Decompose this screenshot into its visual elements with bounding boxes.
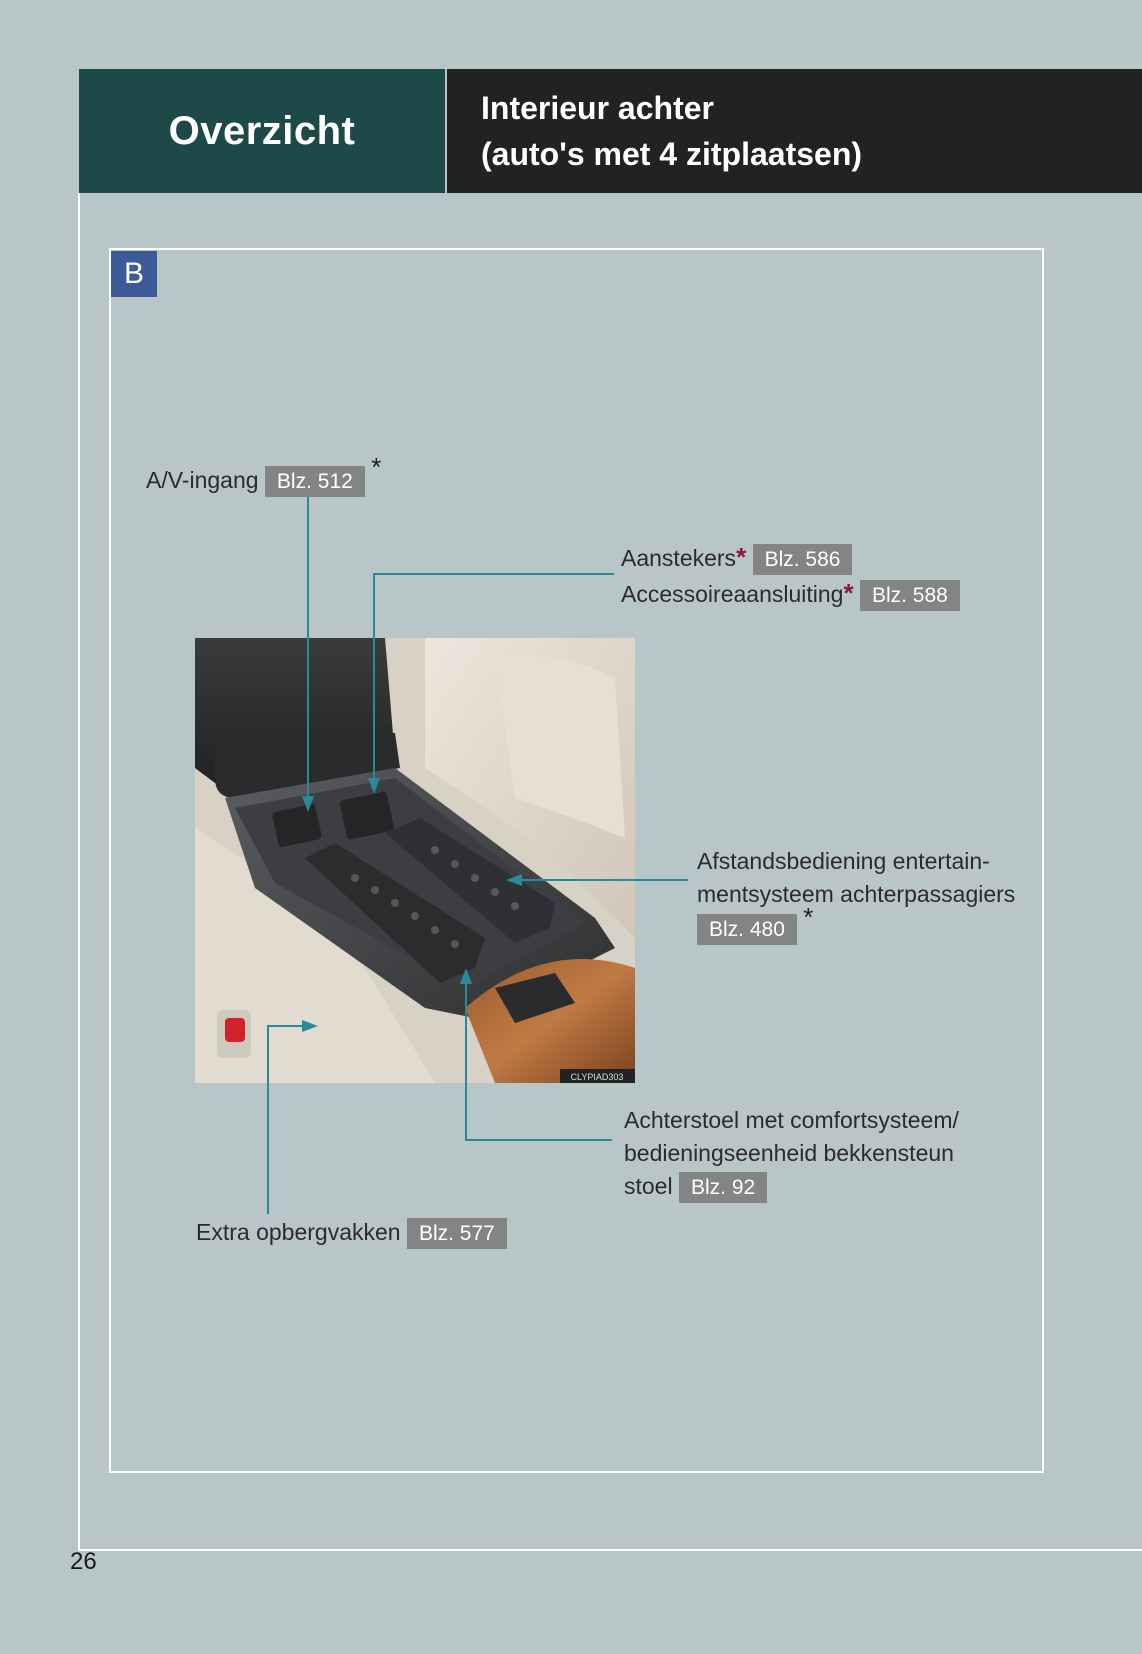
accessory-ref[interactable]: Blz. 588 <box>860 580 960 611</box>
remote-line2: mentsysteem achterpassagiers <box>697 881 1016 907</box>
page-number: 26 <box>70 1548 97 1575</box>
arrow-comfort <box>460 968 472 984</box>
accessory-mark: * <box>843 578 854 608</box>
accessory-label: Accessoireaansluiting <box>621 581 844 607</box>
comfort-line2: bedieningseenheid bekkensteun <box>624 1140 954 1166</box>
callout-av-input <box>146 452 382 497</box>
callout-remote <box>697 845 1015 945</box>
lighters-mark: * <box>736 542 747 572</box>
arrow-outlet <box>368 778 380 794</box>
comfort-line3: stoel <box>624 1173 673 1199</box>
callout-accessory <box>621 577 960 611</box>
storage-ref[interactable]: Blz. 577 <box>407 1218 507 1249</box>
av-input-ref[interactable]: Blz. 512 <box>265 466 365 497</box>
callout-storage <box>196 1216 507 1249</box>
leader-storage <box>268 1026 314 1214</box>
photo-code: CLYPIAD303 <box>570 1072 624 1082</box>
arrow-av <box>302 796 314 812</box>
av-input-label: A/V-ingang <box>146 467 259 493</box>
callout-lighters <box>621 541 852 575</box>
section-title: Overzicht <box>79 69 445 193</box>
lighters-label: Aanstekers <box>621 545 737 571</box>
page-title-line1: Interieur achter <box>481 90 714 126</box>
remote-ref[interactable]: Blz. 480 <box>697 914 797 945</box>
arrow-storage <box>302 1020 318 1032</box>
callout-comfort <box>624 1104 959 1203</box>
remote-line1: Afstandsbediening entertain- <box>697 848 990 874</box>
arrow-remote <box>506 874 522 886</box>
leader-comfort <box>466 972 612 1140</box>
storage-label: Extra opbergvakken <box>196 1219 401 1245</box>
figure-badge: B <box>111 251 157 297</box>
remote-mark: * <box>803 902 814 932</box>
leader-outlet <box>374 574 614 790</box>
av-input-mark: * <box>371 452 382 482</box>
lighters-ref[interactable]: Blz. 586 <box>753 544 853 575</box>
page-title-line2: (auto's met 4 zitplaatsen) <box>481 136 863 172</box>
comfort-ref[interactable]: Blz. 92 <box>679 1172 767 1203</box>
comfort-line1: Achterstoel met comfortsysteem/ <box>624 1107 959 1133</box>
